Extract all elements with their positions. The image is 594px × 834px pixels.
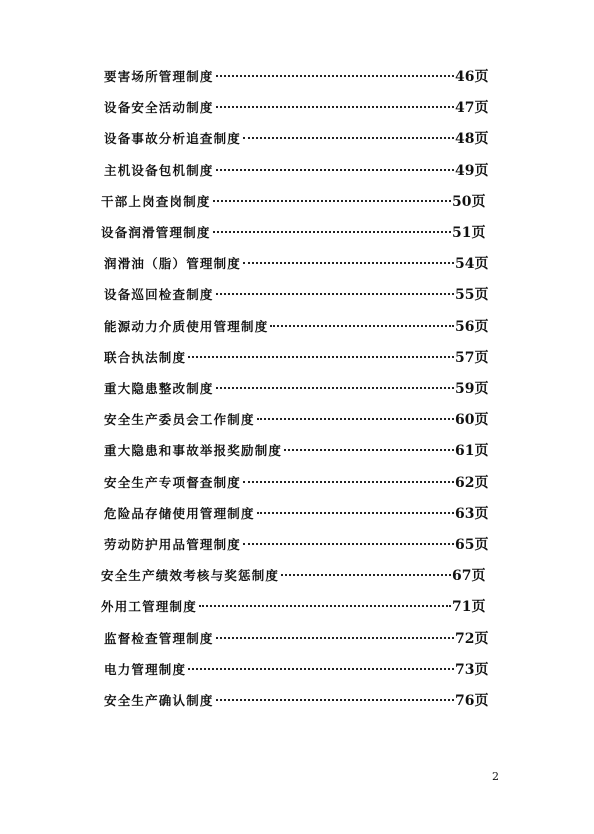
toc-entry	[0, 222, 594, 244]
toc-entry-page: 59页	[455, 381, 489, 397]
dot-leader	[216, 637, 454, 639]
toc-entry-page: 73页	[455, 661, 489, 678]
toc-entry	[0, 534, 594, 556]
toc-entry-title: 设备事故分析追查制度	[104, 131, 242, 147]
toc-entry	[0, 128, 594, 150]
toc-entry-page: 55页	[455, 287, 489, 304]
dot-leader	[243, 543, 454, 545]
toc-entry	[0, 160, 594, 182]
toc-entry-title: 劳动防护用品管理制度	[104, 537, 242, 552]
toc-entry-title: 危险品存储使用管理制度	[104, 505, 255, 521]
dot-leader	[216, 387, 454, 389]
dot-leader	[281, 574, 451, 576]
toc-entry	[0, 596, 594, 618]
dot-leader	[213, 200, 451, 202]
toc-entry-page: 67页	[452, 568, 486, 585]
toc-entry	[0, 97, 594, 119]
dot-leader	[216, 699, 454, 701]
dot-leader	[257, 512, 454, 514]
dot-leader	[284, 449, 454, 451]
toc-entry	[0, 659, 594, 681]
toc-entry	[0, 503, 594, 525]
toc-entry	[0, 628, 594, 650]
toc-entry-title: 要害场所管理制度	[104, 69, 214, 84]
dot-leader	[216, 75, 454, 77]
toc-entry-title: 设备安全活动制度	[104, 100, 214, 116]
toc-entry	[0, 565, 594, 587]
dot-leader	[243, 262, 454, 264]
toc-entry-title: 设备巡回检查制度	[104, 287, 214, 303]
dot-leader	[257, 418, 454, 420]
toc-entry-page: 51页	[452, 225, 486, 241]
toc-entry-page: 65页	[455, 537, 489, 553]
toc-entry-title: 能源动力介质使用管理制度	[104, 318, 269, 334]
toc-entry-title: 主机设备包机制度	[104, 162, 214, 178]
toc-entry	[0, 690, 594, 712]
toc-entry	[0, 316, 594, 338]
dot-leader	[216, 293, 454, 295]
toc-entry	[0, 347, 594, 369]
toc-entry-page: 76页	[455, 693, 489, 709]
toc-entry-title: 重大隐患整改制度	[104, 381, 214, 396]
dot-leader	[216, 169, 454, 171]
toc-entry-page: 57页	[455, 349, 489, 366]
page-number: 2	[492, 770, 499, 783]
toc-entry-title: 干部上岗查岗制度	[101, 193, 211, 209]
dot-leader	[188, 356, 454, 358]
toc-entry	[0, 472, 594, 494]
toc-entry	[0, 191, 594, 213]
toc-entry-title: 润滑油（脂）管理制度	[104, 256, 242, 272]
toc-entry-page: 63页	[455, 505, 489, 522]
toc-entry	[0, 253, 594, 275]
dot-leader	[188, 668, 454, 670]
toc-entry-title: 重大隐患和事故举报奖励制度	[104, 443, 283, 459]
toc-entry-page: 54页	[455, 256, 489, 273]
toc-entry-page: 61页	[455, 443, 489, 460]
toc-entry-page: 48页	[455, 131, 489, 148]
dot-leader	[243, 137, 454, 139]
toc-entry	[0, 409, 594, 431]
dot-leader	[213, 231, 451, 233]
toc-entry-page: 47页	[455, 100, 489, 117]
toc-entry-title: 安全生产专项督查制度	[104, 474, 242, 490]
toc-entry	[0, 284, 594, 306]
toc-entry-page: 46页	[455, 69, 489, 85]
toc-entry-title: 安全生产绩效考核与奖惩制度	[101, 568, 280, 584]
toc-entry-title: 监督检查管理制度	[104, 630, 214, 646]
dot-leader	[270, 325, 454, 327]
toc-entry-page: 50页	[452, 193, 486, 210]
toc-entry-title: 安全生产确认制度	[104, 693, 214, 708]
toc-entry-page: 72页	[455, 630, 489, 647]
toc-entry	[0, 378, 594, 400]
toc-entry-page: 60页	[455, 412, 489, 429]
toc-entry-title: 联合执法制度	[104, 349, 187, 365]
toc-entry-page: 56页	[455, 318, 489, 335]
toc-entry-page: 71页	[452, 599, 486, 616]
toc-entry-title: 外用工管理制度	[101, 599, 197, 615]
dot-leader	[216, 106, 454, 108]
toc-entry	[0, 66, 594, 88]
dot-leader	[199, 605, 451, 607]
toc-entry-title: 设备润滑管理制度	[101, 225, 211, 240]
toc-entry-title: 安全生产委员会工作制度	[104, 412, 255, 428]
toc-entry-page: 62页	[455, 474, 489, 491]
toc-entry-page: 49页	[455, 162, 489, 179]
toc-entry-title: 电力管理制度	[104, 661, 187, 677]
toc-entry	[0, 440, 594, 462]
dot-leader	[243, 481, 454, 483]
